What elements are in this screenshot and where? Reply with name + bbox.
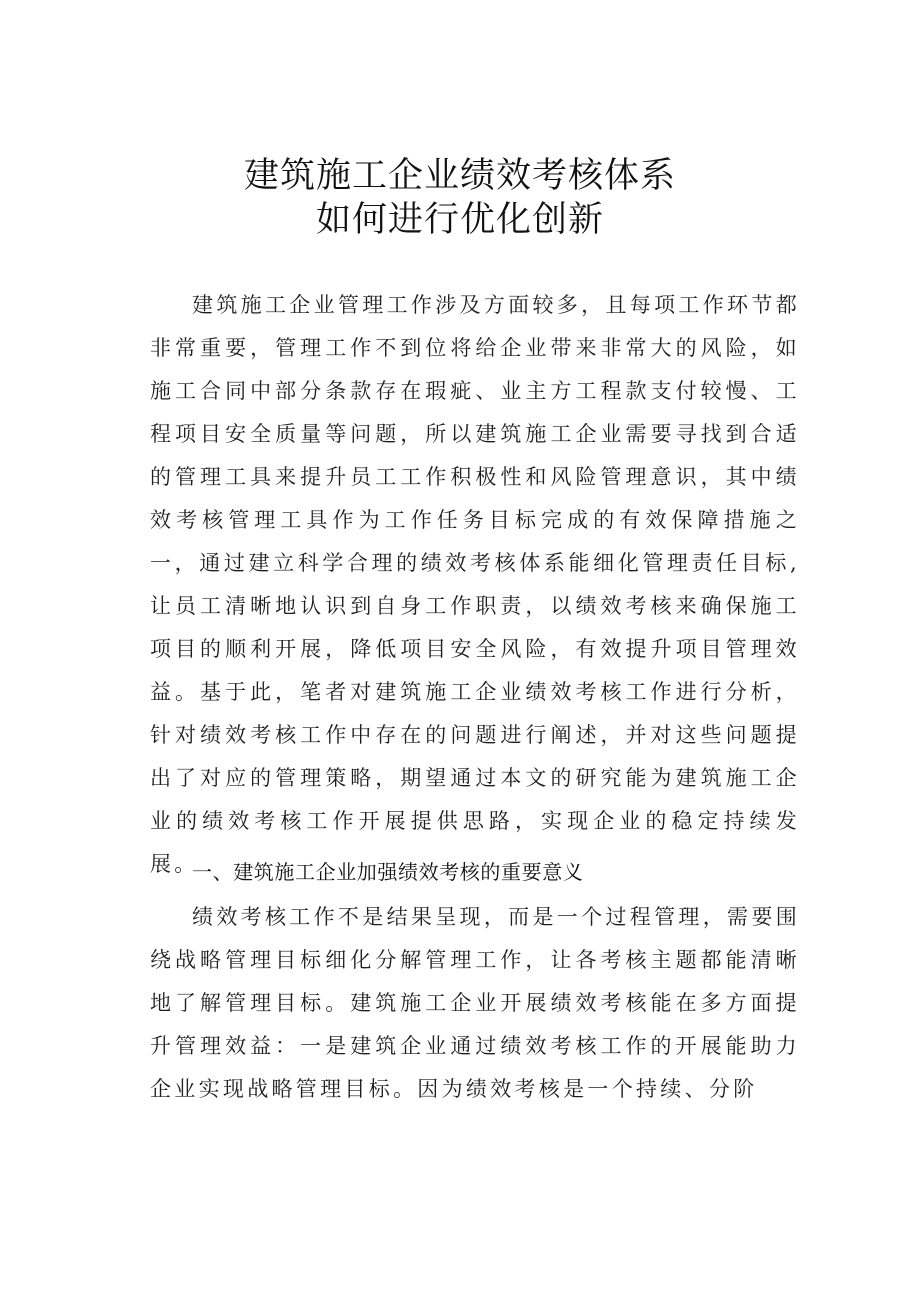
section-paragraph: 绩效考核工作不是结果呈现，而是一个过程管理，需要围绕战略管理目标细化分解管理工作，让各考核主题都能清晰地了解管理目标。建筑施工企业开展绩效考核能在多方面提升管理效益：一是建筑企业通过绩效考核工作的开展能助力企业实现战略管理目标。因为绩效考核是一个持续、分阶 (150, 905, 800, 1101)
intro-paragraph-container (150, 284, 800, 886)
section-heading: 一、建筑施工企业加强绩效考核的重要意义 (192, 860, 584, 884)
intro-paragraph: 建筑施工企业管理工作涉及方面较多，且每项工作环节都非常重要，管理工作不到位将给企业带来非常大的风险，如施工合同中部分条款存在瑕疵、业主方工程款支付较慢、工程项目安全质量等问题，所以建筑施工企业需要寻找到合适的管理工具来提升员工工作积极性和风险管理意识，其中绩效考核管理工具作为工作任务目标完成的有效保障措施之一，通过建立科学合理的绩效考核体系能细化管理责任目标,让员工清晰地认识到自身工作职责，以绩效考核来确保施工项目的顺利开展，降低项目安全风险，有效提升项目管理效益。基于此，笔者对建筑施工企业绩效考核工作进行分析，针对绩效考核工作中存在的问题进行阐述，并对这些问题提出了对应的管理策略，期望通过本文的研究能为建筑施工企业的绩效考核工作开展提供思路，实现企业的稳定持续发展。 (150, 293, 800, 876)
document-title-line-1: 建筑施工企业绩效考核体系 (243, 156, 676, 196)
document-title-line-2: 如何进行优化创新 (315, 200, 604, 240)
section-paragraph-container (150, 896, 800, 1111)
